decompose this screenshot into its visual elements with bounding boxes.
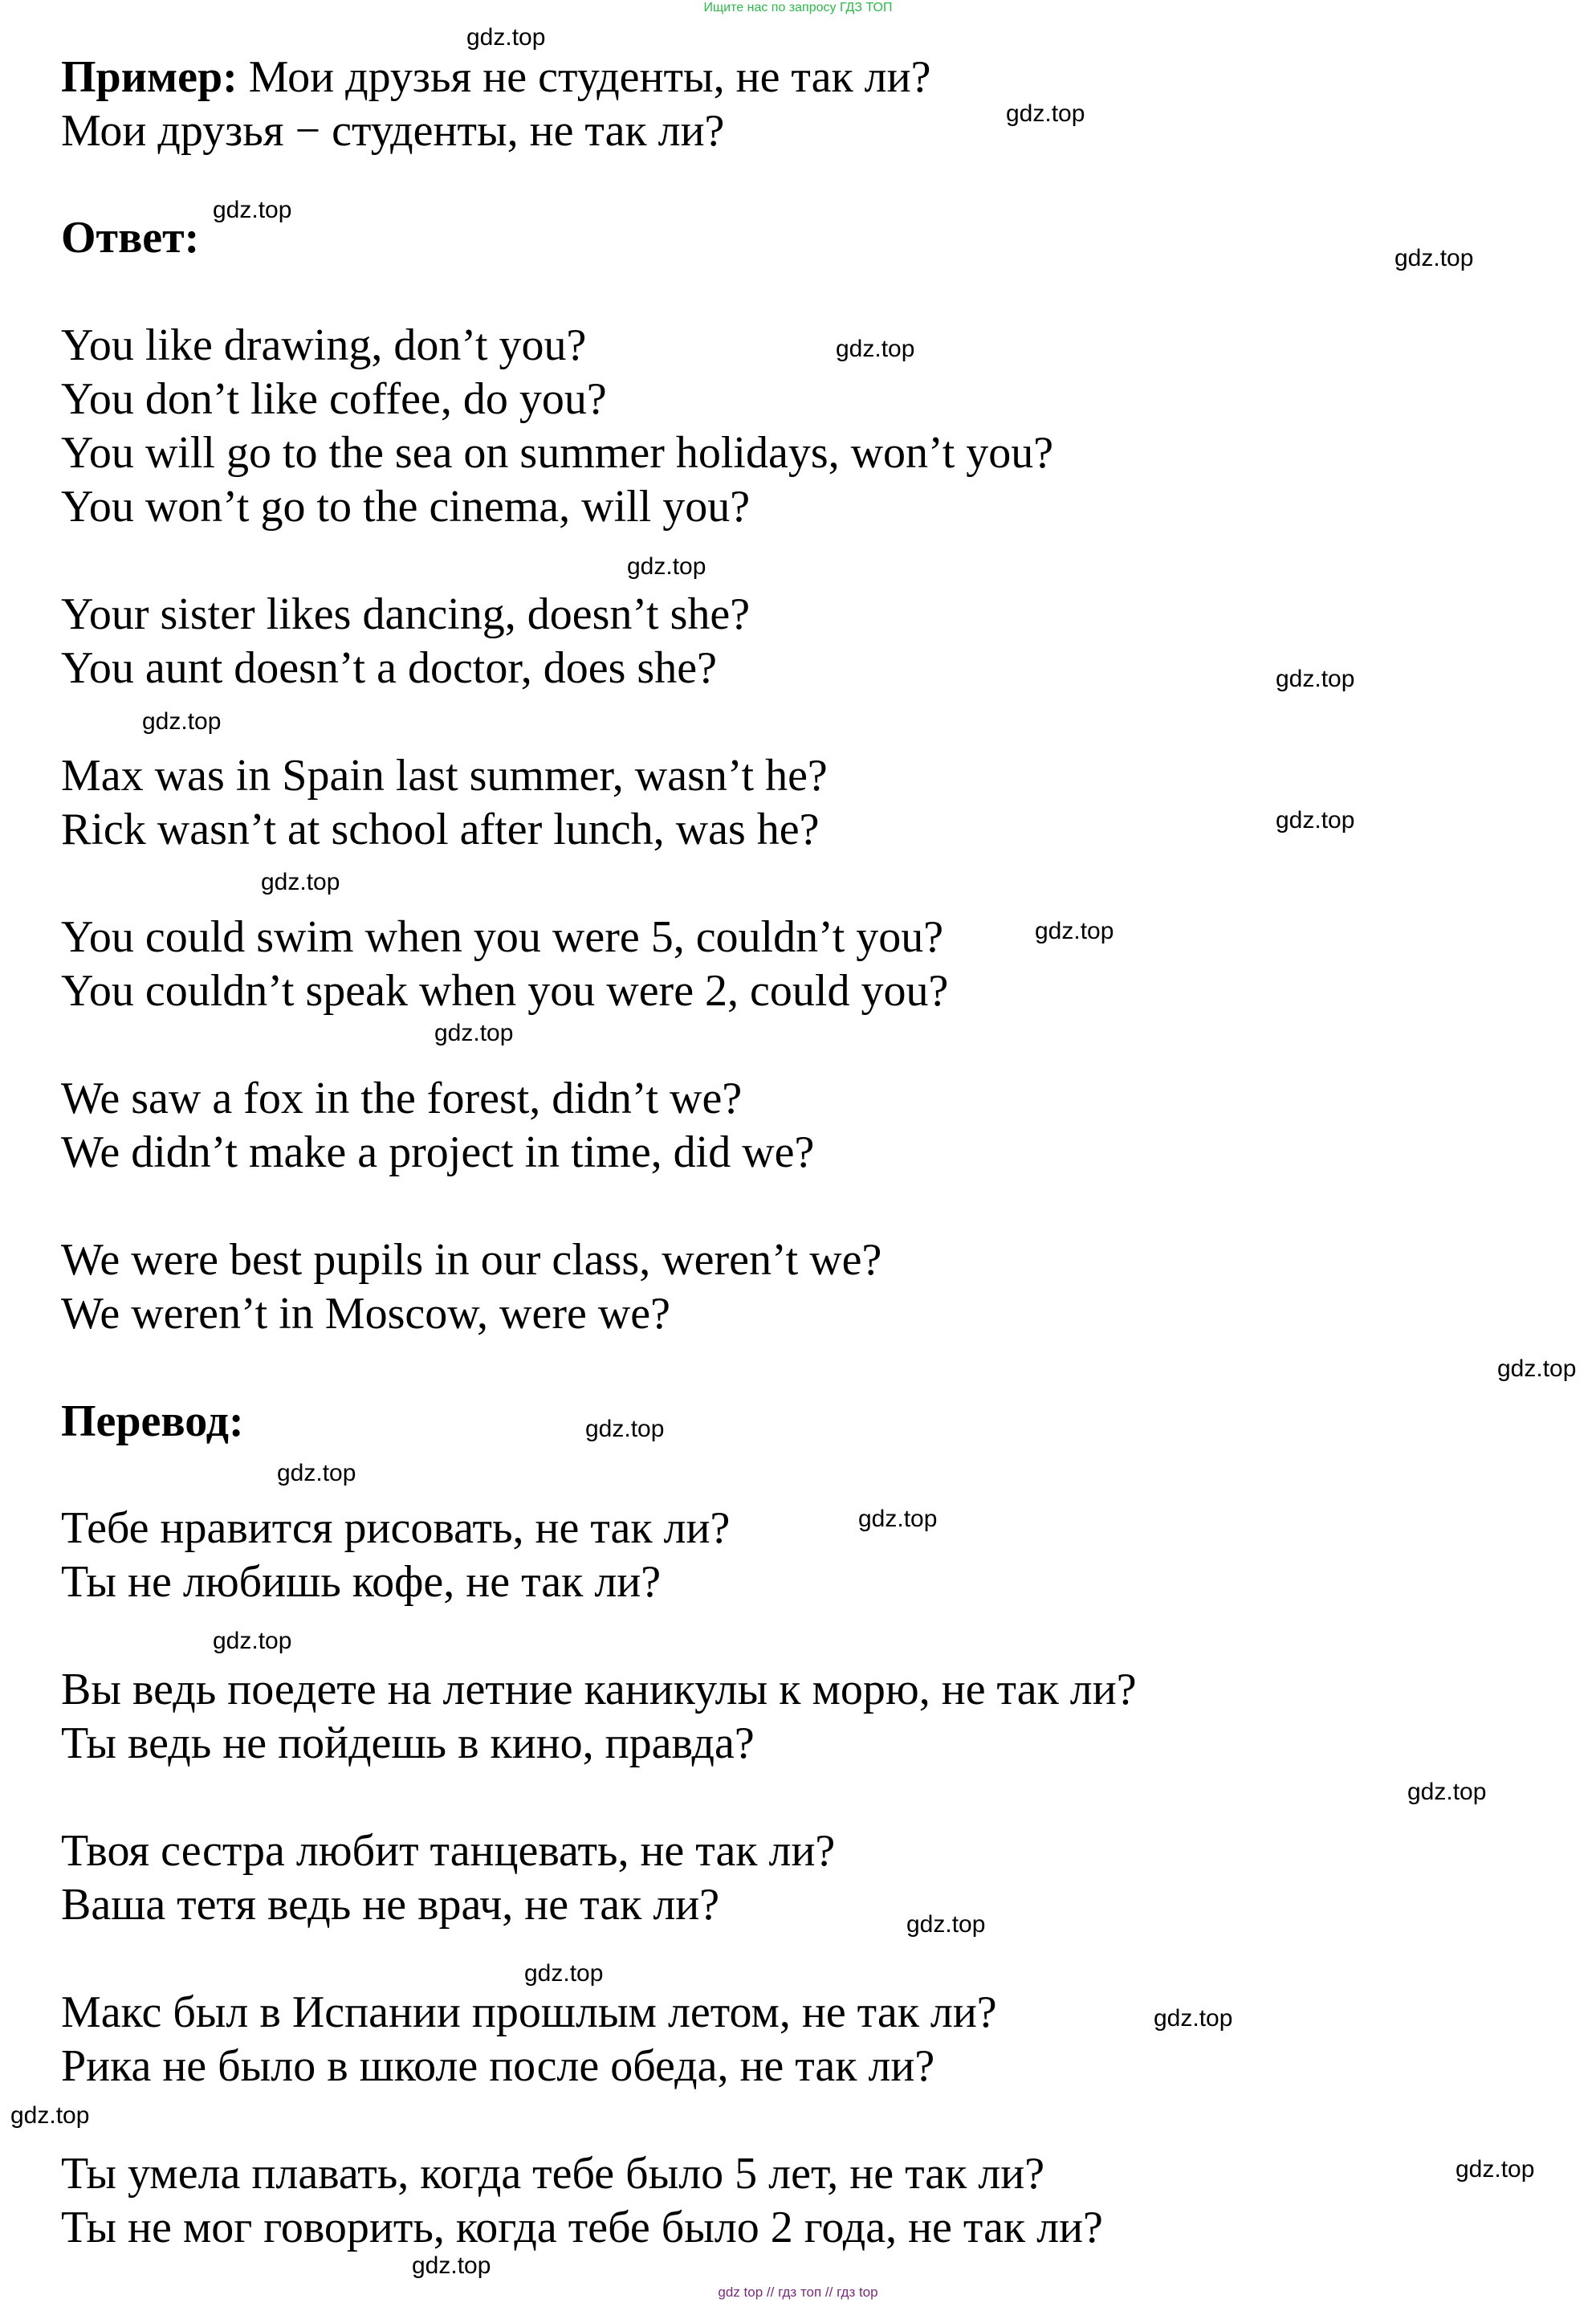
- answer-heading: Ответ:: [61, 213, 200, 263]
- watermark: gdz.top: [434, 1020, 514, 1046]
- translation-line: Макс был в Испании прошлым летом, не так ли?: [61, 1987, 997, 2037]
- translation-line: Вы ведь поедете на летние каникулы к морю, не так ли?: [61, 1665, 1137, 1714]
- watermark: gdz.top: [1154, 2005, 1233, 2032]
- example-line-2: Мои друзья − студенты, не так ли?: [61, 106, 725, 156]
- watermark: gdz.top: [1276, 807, 1355, 834]
- watermark: gdz.top: [1394, 245, 1474, 271]
- answer-line: You like drawing, don’t you?: [61, 320, 587, 370]
- answer-line: Your sister likes dancing, doesn’t she?: [61, 589, 751, 639]
- answer-line: Max was in Spain last summer, wasn’t he?: [61, 751, 828, 801]
- watermark: gdz.top: [1407, 1779, 1487, 1805]
- watermark: gdz.top: [261, 869, 340, 895]
- watermark: gdz.top: [858, 1506, 938, 1532]
- watermark: gdz.top: [277, 1460, 356, 1486]
- watermark: gdz.top: [585, 1416, 665, 1442]
- answer-line: We didn’t make a project in time, did we?: [61, 1127, 815, 1177]
- watermark: gdz.top: [10, 2102, 90, 2129]
- answer-line: Rick wasn’t at school after lunch, was he?: [61, 805, 820, 854]
- translation-line: Ты умела плавать, когда тебе было 5 лет, не так ли?: [61, 2149, 1045, 2199]
- example-text-1: Мои друзья не студенты, не так ли?: [237, 52, 931, 102]
- watermark: gdz.top: [1456, 2156, 1535, 2183]
- translation-line: Твоя сестра любит танцевать, не так ли?: [61, 1826, 836, 1876]
- translation-line: Ваша тетя ведь не врач, не так ли?: [61, 1880, 720, 1930]
- answer-line: You could swim when you were 5, couldn’t you?: [61, 912, 944, 962]
- answer-line: We were best pupils in our class, weren’t we?: [61, 1235, 882, 1285]
- watermark: gdz.top: [524, 1960, 604, 1987]
- translation-line: Ты не любишь кофе, не так ли?: [61, 1557, 662, 1607]
- watermark: gdz.top: [466, 24, 546, 51]
- example-line-1: [61, 50, 930, 104]
- translation-line: Ты ведь не пойдешь в кино, правда?: [61, 1718, 755, 1768]
- watermark: gdz.top: [906, 1911, 986, 1938]
- answer-line: You will go to the sea on summer holidays, won’t you?: [61, 428, 1054, 478]
- answer-line: We saw a fox in the forest, didn’t we?: [61, 1074, 743, 1123]
- watermark: gdz.top: [1276, 666, 1355, 692]
- watermark: gdz.top: [142, 708, 222, 735]
- translation-line: Тебе нравится рисовать, не так ли?: [61, 1503, 731, 1553]
- watermark: gdz.top: [836, 336, 915, 362]
- answer-line: You don’t like coffee, do you?: [61, 374, 607, 424]
- answer-line: You couldn’t speak when you were 2, could you?: [61, 966, 949, 1016]
- answer-line: You won’t go to the cinema, will you?: [61, 482, 751, 532]
- answer-line: We weren’t in Moscow, were we?: [61, 1289, 670, 1339]
- translation-line: Ты не мог говорить, когда тебе было 2 года, не так ли?: [61, 2203, 1103, 2252]
- answer-line: You aunt doesn’t a doctor, does she?: [61, 643, 717, 693]
- translation-line: Рика не было в школе после обеда, не так ли?: [61, 2041, 935, 2091]
- translation-heading: Перевод:: [61, 1396, 244, 1446]
- watermark: gdz.top: [1035, 918, 1114, 944]
- footer: gdz top // гдз топ // гдз top: [718, 2285, 878, 2300]
- watermark: gdz.top: [1006, 100, 1085, 127]
- watermark: gdz.top: [412, 2252, 491, 2279]
- watermark: gdz.top: [213, 1628, 292, 1654]
- example-label: Пример:: [61, 52, 238, 102]
- watermark: gdz.top: [1497, 1355, 1577, 1382]
- top-banner: Ищите нас по запросу ГДЗ ТОП: [703, 1, 893, 14]
- watermark: gdz.top: [213, 197, 292, 223]
- watermark: gdz.top: [627, 553, 706, 580]
